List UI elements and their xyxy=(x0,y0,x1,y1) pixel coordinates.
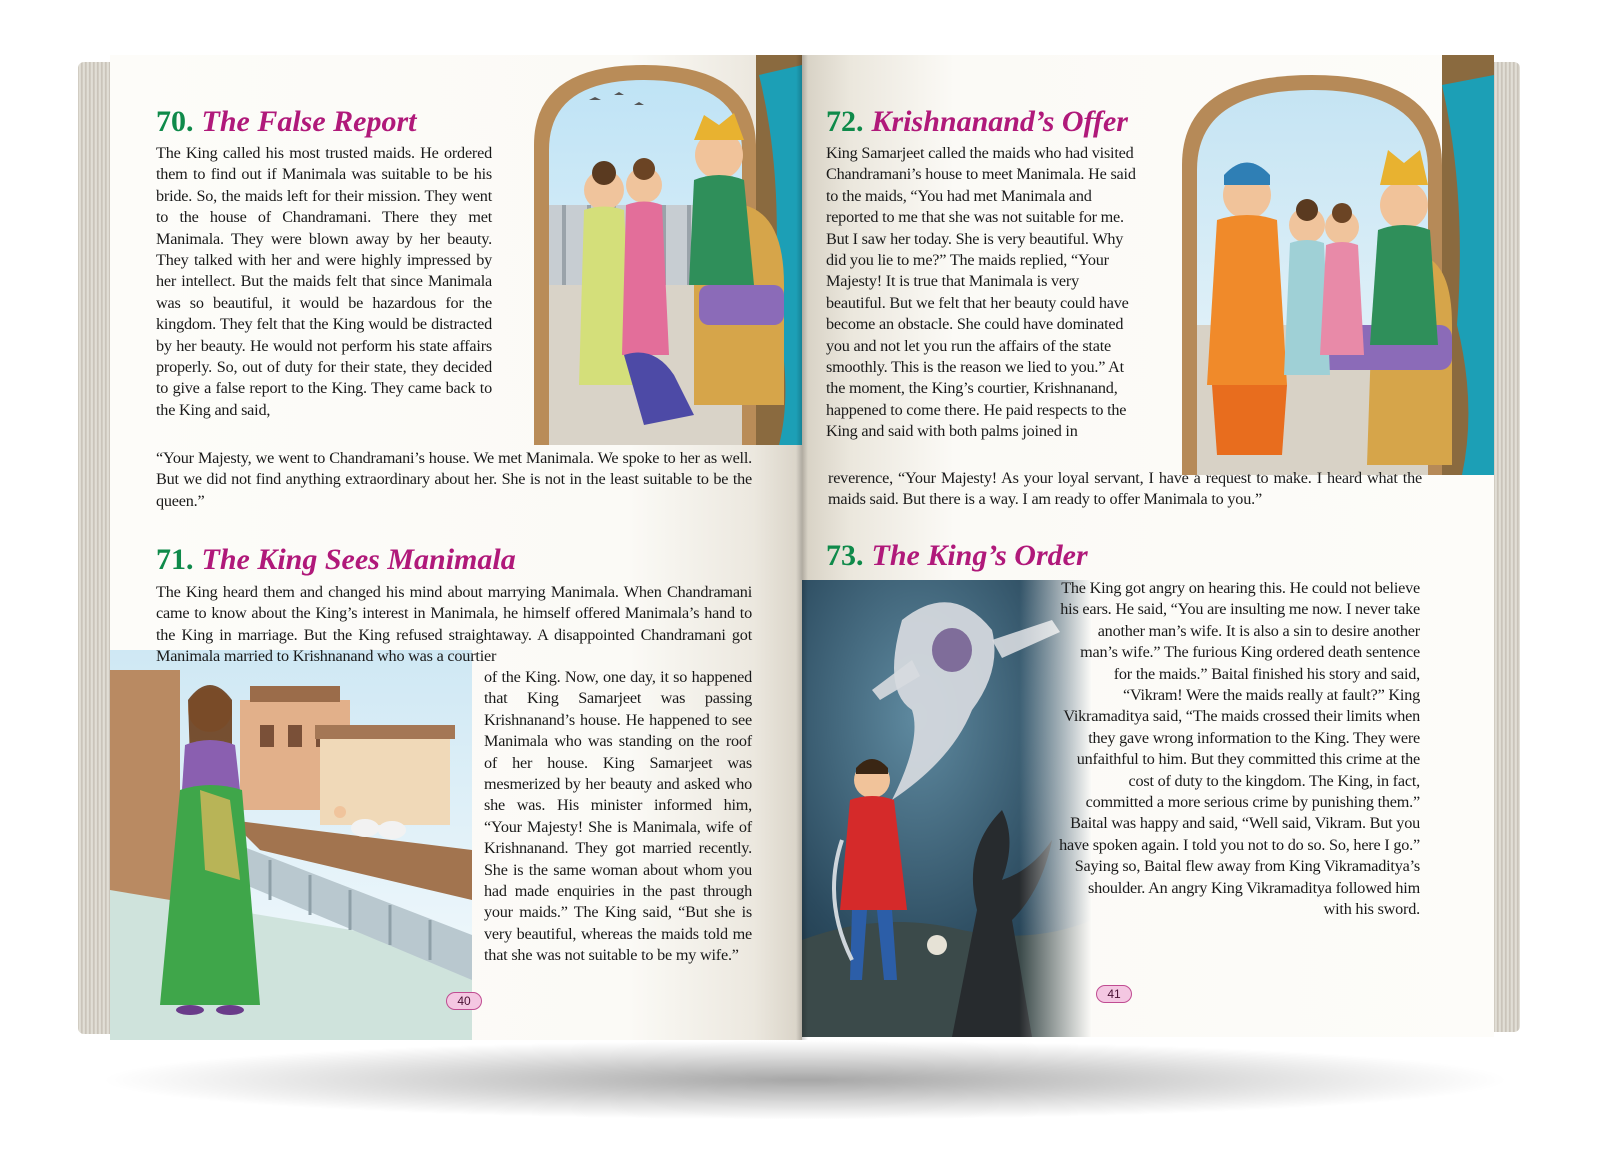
story-title-text: Krishnanand’s Offer xyxy=(871,105,1128,138)
page-number-left: 40 xyxy=(446,992,482,1010)
illustration-maids-reporting xyxy=(494,55,802,445)
story-72-paragraph-1: King Samarjeet called the maids who had visited Chandramani’s house to meet Manimala. He said to the maids, “You had met Manimala and reported to me that she was not suitable for me. But I saw her today. She is very beautiful. Why did you lie to me?” The maids replied, “Your Majesty! It is true that Manimala is very beautiful. But we felt that her beauty could have become an obstacle. She could have dominated you and not let you run the affairs of the state smoothly. This is the reason we lied to you.” At the moment, the King’s courtier, Krishnanand, happened to come there. He paid respects to the King and said with both palms joined in xyxy=(826,144,1136,441)
story-title-72 xyxy=(826,105,1128,139)
story-71-paragraph-2: of the King. Now, one day, it so happened that King Samarjeet was passing Krishnanand’s house. He happened to see Manimala who was standing on the roof of her house. King Samarjeet was mesmerized by her beauty and asked who she was. His minister informed him, “Your Majesty! She is Manimala, wife of Krishnanand. They got married recently. She is the same woman about whom you had made enquiries in the past through your maids.” The King said, “But she is very beautiful, whereas the maids told me that she was not suitable to be my wife.” xyxy=(484,668,752,965)
story-title-71 xyxy=(156,543,516,577)
story-72-paragraph-2: reverence, “Your Majesty! As your loyal servant, I have a request to make. I heard what the maids said. But there is a way. I am ready to offer Manimala to you.” xyxy=(828,469,1422,509)
story-title-text: The King Sees Manimala xyxy=(201,543,516,576)
illustration-king-and-courtier xyxy=(1142,55,1494,475)
book-shadow xyxy=(95,1040,1515,1120)
story-number: 72. xyxy=(826,105,864,138)
story-70-paragraph-2: “Your Majesty, we went to Chandramani’s house. We met Manimala. We spoke to her as well. But we did not find anything extraordinary about her. She is not in the least suitable to be the queen.” xyxy=(156,449,752,510)
illustration-manimala-rooftop xyxy=(110,650,472,1040)
story-title-73 xyxy=(826,539,1088,573)
left-page xyxy=(110,55,802,1040)
story-73-paragraph-1: The King got angry on hearing this. He could not believe his ears. He said, “You are insulting me now. I never take another man’s wife. It is also a sin to desire another man’s wife.” The furious King ordered death sentence for the maids.” Baital finished his story and said, “Vikram! Were the maids really at fault?” King Vikramaditya said, “The maids crossed their limits when they gave wrong information to the King. They were unfaithful to him. But they committed this crime at the cost of duty to the kingdom. The King, in fact, committed a more serious crime by punishing them.” Baital was happy and said, “Well said, Vikram. But you have spoken again. I told you not to do so. So, here I go.” Saying so, Baital flew away from King Vikramaditya’s shoulder. An angry King Vikramaditya followed him with his sword. xyxy=(1059,579,1420,919)
story-title-text: The King’s Order xyxy=(871,539,1088,572)
story-title-text: The False Report xyxy=(201,105,417,138)
story-number: 73. xyxy=(826,539,864,572)
story-title-70 xyxy=(156,105,417,139)
story-71-paragraph-1: The King heard them and changed his mind about marrying Manimala. When Chandramani came to know about the King’s interest in Manimala, he himself offered Manimala’s hand to the King in marriage. But the King refused straightaway. A disappointed Chandramani got Manimala married to Krishnanand who was a courtier xyxy=(156,583,752,666)
story-number: 70. xyxy=(156,105,194,138)
story-70-paragraph-1: The King called his most trusted maids. He ordered them to find out if Manimala was suitable to be his bride. So, the maids left for their mission. They went to the house of Chandramani. There they met Manimala. They were blown away by her beauty. They talked with her and were highly impressed by her intellect. But the maids felt that since Manimala was so beautiful, it would be hazardous for the kingdom. They felt that the King would be distracted by her beauty. He would not perform his state affairs properly. So, out of duty for their state, they decided to give a false report to the King. They came back to the King and said, xyxy=(156,144,492,419)
page-number-right: 41 xyxy=(1096,985,1132,1003)
page-edges-right xyxy=(1490,62,1520,1032)
story-number: 71. xyxy=(156,543,194,576)
illustration-baital-and-vikram xyxy=(802,580,1092,1037)
book-spine xyxy=(796,55,808,1040)
right-page xyxy=(802,55,1494,1037)
